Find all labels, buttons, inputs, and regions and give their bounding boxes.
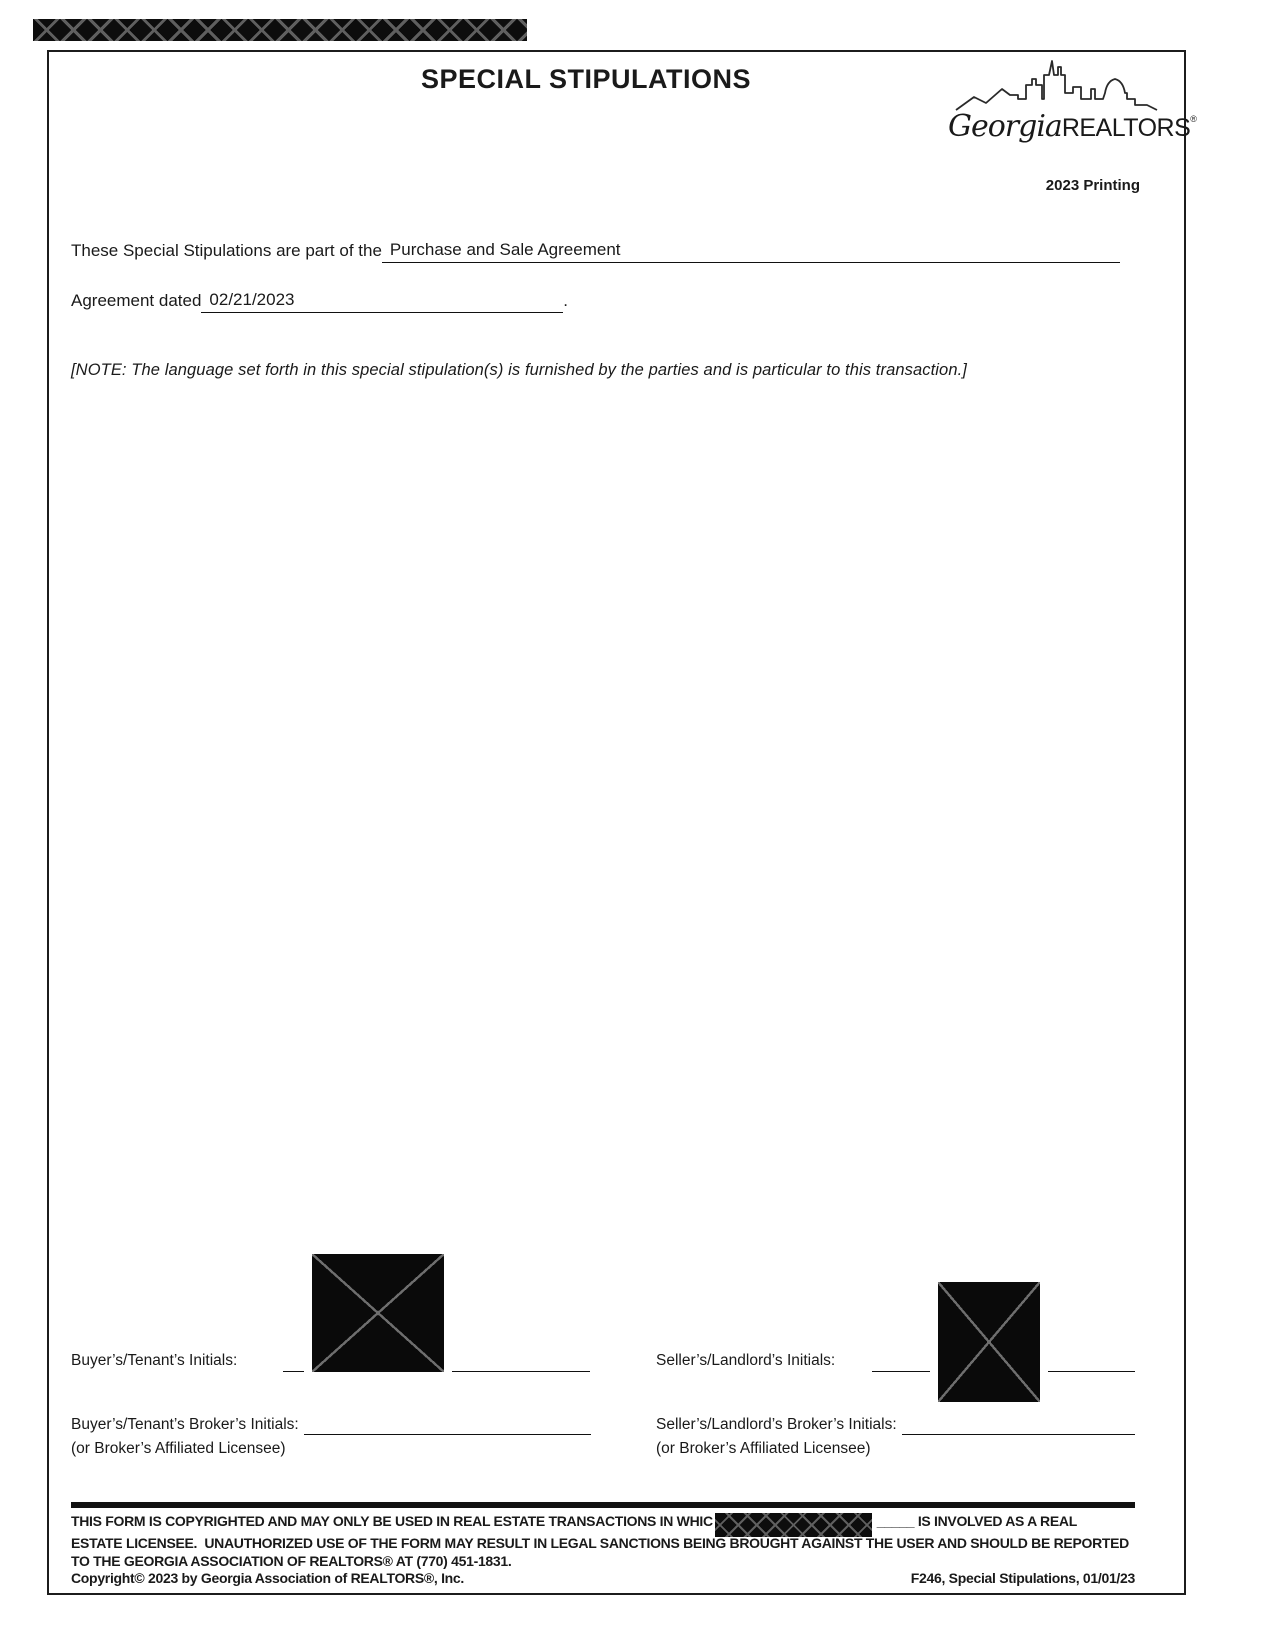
- form-reference: F246, Special Stipulations, 01/01/23: [910, 1570, 1135, 1586]
- seller-initials-blank-1[interactable]: [872, 1371, 930, 1372]
- seller-broker-affiliate-note: (or Broker’s Affiliated Licensee): [656, 1440, 871, 1457]
- agreement-type-row: [71, 240, 1120, 263]
- buyer-initials-blank-1[interactable]: [283, 1371, 304, 1372]
- legal-line-1: [71, 1513, 1077, 1532]
- copyright-text: Copyright© 2023 by Georgia Association of REALTORS®, Inc.: [71, 1570, 465, 1586]
- buyer-initials-label: Buyer’s/Tenant’s Initials:: [71, 1352, 238, 1369]
- legal-line-1-after: _____ IS INVOLVED AS A REAL: [876, 1513, 1077, 1530]
- seller-initials-blank-2[interactable]: [1048, 1371, 1135, 1372]
- registered-trademark-symbol: ®: [1190, 114, 1197, 124]
- redacted-header-bar: [33, 19, 527, 41]
- dated-label: Agreement dated: [71, 291, 202, 310]
- buyer-broker-affiliate-note: (or Broker’s Affiliated Licensee): [71, 1440, 286, 1457]
- seller-broker-initials-label: Seller’s/Landlord’s Broker’s Initials:: [656, 1416, 897, 1433]
- note-text: [NOTE: The language set forth in this special stipulation(s) is furnished by the parties and is particular to this transaction.]: [71, 361, 967, 379]
- footer-redaction-box: [715, 1513, 872, 1537]
- seller-broker-initials-row: [656, 1416, 1135, 1435]
- logo-script-text: Georgia: [948, 109, 1062, 144]
- agreement-date-row: [71, 290, 568, 313]
- legal-line-3: TO THE GEORGIA ASSOCIATION OF REALTORS® AT (770) 451-1831.: [71, 1553, 512, 1569]
- seller-initials-redaction: [938, 1282, 1040, 1402]
- logo-block-text: REALTORS: [1061, 114, 1191, 142]
- georgia-realtors-logo: [948, 58, 1197, 150]
- part-of-label: These Special Stipulations are part of the: [71, 241, 382, 260]
- seller-initials-label: Seller’s/Landlord’s Initials:: [656, 1352, 836, 1369]
- buyer-broker-initials-label: Buyer’s/Tenant’s Broker’s Initials:: [71, 1416, 299, 1433]
- agreement-type-field[interactable]: Purchase and Sale Agreement: [382, 240, 1120, 263]
- dated-period: .: [563, 291, 568, 310]
- buyer-initials-redaction: [312, 1254, 444, 1372]
- footer-bottom-row: [71, 1570, 1135, 1586]
- agreement-date-field[interactable]: 02/21/2023: [201, 290, 563, 313]
- footer-divider: [71, 1502, 1135, 1508]
- page-title: SPECIAL STIPULATIONS: [420, 64, 752, 94]
- buyer-broker-initials-row: [71, 1416, 591, 1435]
- seller-broker-initials-blank[interactable]: [902, 1434, 1135, 1435]
- buyer-broker-initials-blank[interactable]: [304, 1434, 591, 1435]
- buyer-initials-blank-2[interactable]: [452, 1371, 590, 1372]
- legal-line-1-before: THIS FORM IS COPYRIGHTED AND MAY ONLY BE USED IN REAL ESTATE TRANSACTIONS IN WHIC: [71, 1513, 713, 1530]
- legal-line-2: ESTATE LICENSEE. UNAUTHORIZED USE OF THE FORM MAY RESULT IN LEGAL SANCTIONS BEING BROUGHT AGAINST THE USER AND SHOULD BE REPORTED: [71, 1535, 1129, 1551]
- printing-year-label: 2023 Printing: [1045, 177, 1140, 194]
